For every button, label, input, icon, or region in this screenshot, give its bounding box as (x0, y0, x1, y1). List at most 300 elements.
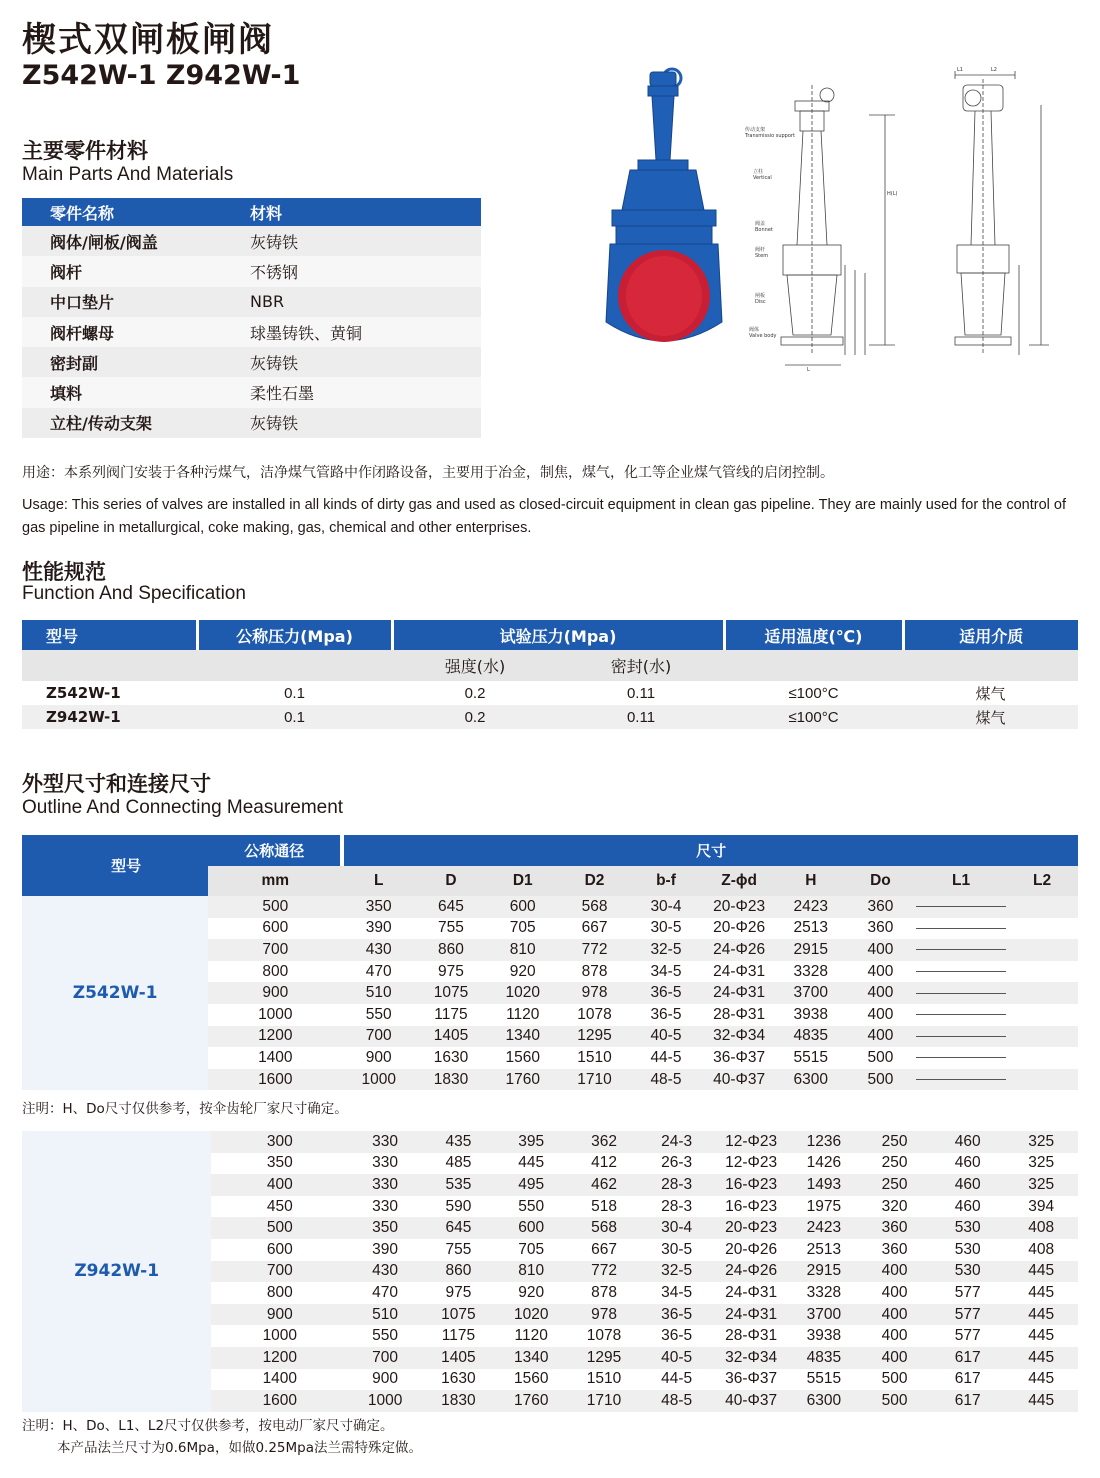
function-section-subtitle: Function And Specification (22, 583, 246, 604)
cell-L2 (1006, 1069, 1078, 1091)
empty-dash (916, 949, 1006, 950)
parts-section-subtitle: Main Parts And Materials (22, 164, 234, 185)
cell-D2: 362 (568, 1131, 641, 1153)
col-zd: Z-ϕd (702, 866, 777, 896)
cell-D2: 1510 (586, 1370, 622, 1388)
cell-Z-ϕd: 20-Φ26 (725, 1240, 778, 1258)
cell-L1 (916, 896, 1006, 918)
cell-mm: 1200 (211, 1347, 348, 1369)
cell-L1: 617 (931, 1347, 1005, 1369)
label-vertical: 立柱 (753, 169, 764, 175)
cell-seal: 0.11 (558, 705, 724, 729)
cell-H: 4835 (789, 1347, 858, 1369)
label-disc-en: Disc (755, 299, 766, 305)
cell-D: 1630 (433, 1048, 469, 1066)
cell-Do: 400 (845, 939, 916, 961)
table-row (22, 681, 1078, 705)
cell-D: 1830 (415, 1069, 487, 1091)
label-support: 传动支架 (745, 127, 766, 133)
cell-Do: 400 (858, 1347, 931, 1369)
cell-mm: 1600 (208, 1069, 342, 1091)
part-name: 填料 (22, 377, 250, 407)
cell-L1 (916, 918, 1006, 940)
cell-D1: 1760 (495, 1390, 568, 1412)
cell-L2 (1006, 1004, 1078, 1026)
cell-D1: 600 (495, 1217, 568, 1239)
cell-L1: 460 (954, 1197, 981, 1215)
label-stem: 阀杆 (755, 247, 766, 253)
cell-b-f: 32-5 (640, 1261, 712, 1283)
cell-L2: 408 (1004, 1217, 1078, 1239)
cell-L: 430 (348, 1261, 422, 1283)
subheader-seal: 密封(水) (558, 650, 724, 681)
col-mm: mm (208, 866, 342, 896)
table-row (22, 317, 481, 347)
cell-D: 975 (445, 1283, 472, 1301)
cell-Z-ϕd: 20-Φ23 (702, 896, 777, 918)
cell-H: 2423 (789, 1217, 858, 1239)
function-table-header (22, 620, 1078, 650)
header-temperature: 适用温度(℃) (724, 620, 903, 650)
cell-L: 550 (365, 1005, 392, 1023)
function-table-subheader (22, 650, 1078, 681)
cell-L1 (916, 961, 1006, 983)
empty-dash (916, 1079, 1006, 1080)
cell-L: 390 (372, 1240, 399, 1258)
cell-D: 485 (445, 1154, 472, 1172)
label-stem-en: Stem (755, 253, 769, 259)
cell-L: 550 (372, 1327, 399, 1345)
cell-Z-ϕd: 20-Φ26 (713, 919, 766, 937)
cell-L: 470 (372, 1283, 399, 1301)
label-bonnet: 阀盖 (755, 221, 766, 227)
cell-Do: 360 (845, 896, 916, 918)
cell-Z-ϕd: 32-Φ34 (713, 1347, 790, 1369)
cell-H: 3938 (793, 1005, 829, 1023)
cell-L1: 577 (954, 1283, 981, 1301)
cell-L2 (1006, 918, 1078, 940)
usage-text-en: Usage: This series of valves are installed in all kinds of dirty gas and used as closed-circuit equipment in clean gas pipeline. They are mainly used for the control of gas pipeline in metallurgical, coke making, gas, chemical and other enterprises. (22, 497, 1067, 536)
cell-Z-ϕd: 36-Φ37 (713, 1048, 766, 1066)
cell-D: 645 (415, 896, 487, 918)
cell-Do: 400 (881, 1327, 908, 1345)
cell-D2: 1295 (568, 1347, 641, 1369)
cell-L1 (916, 1026, 1006, 1048)
cell-mm: 350 (266, 1154, 293, 1172)
cell-mm: 1200 (208, 1026, 342, 1048)
cell-Z-ϕd: 24-Φ26 (702, 939, 777, 961)
outline-section-subtitle: Outline And Connecting Measurement (22, 797, 344, 818)
cell-D1: 1020 (495, 1304, 568, 1326)
cell-mm: 1600 (211, 1390, 348, 1412)
cell-mm: 1400 (262, 1370, 298, 1388)
cell-D: 755 (438, 919, 464, 937)
cell-H: 2423 (777, 896, 845, 918)
cell-mm: 800 (262, 962, 289, 980)
cell-L2: 445 (1004, 1347, 1078, 1369)
cell-Z-ϕd: 24-Φ31 (725, 1283, 778, 1301)
cell-nominal: 0.1 (197, 705, 392, 729)
cell-D: 1630 (441, 1370, 476, 1388)
cell-L: 900 (372, 1370, 399, 1388)
cell-D2: 978 (568, 1304, 641, 1326)
cell-Do: 400 (858, 1304, 931, 1326)
cell-b-f: 28-3 (661, 1197, 693, 1215)
cell-Do: 360 (867, 919, 894, 937)
table-row (22, 347, 481, 377)
cell-L: 350 (348, 1217, 422, 1239)
cell-b-f: 48-5 (630, 1069, 701, 1091)
cell-D2: 568 (568, 1217, 641, 1239)
label-dim-l1: L1 (957, 67, 963, 73)
part-name: 阀杆 (22, 256, 250, 286)
cell-L: 900 (365, 1048, 392, 1066)
cell-Do: 500 (881, 1370, 908, 1388)
cell-D1: 920 (509, 962, 536, 980)
cell-mm: 900 (208, 982, 342, 1004)
cell-D2: 878 (581, 962, 608, 980)
cell-L2: 445 (1028, 1283, 1055, 1301)
label-disc: 闸板 (755, 293, 766, 299)
cell-b-f: 24-3 (640, 1131, 712, 1153)
table-row (22, 226, 481, 256)
function-table (22, 620, 1078, 729)
cell-Do: 320 (881, 1197, 908, 1215)
cell-b-f: 30-5 (650, 919, 682, 937)
cell-temperature: ≤100°C (724, 681, 903, 705)
page-title: 楔式双闸板闸阀 (22, 20, 274, 60)
cell-Z-ϕd: 32-Φ34 (702, 1026, 777, 1048)
cell-H: 5515 (793, 1048, 829, 1066)
cell-medium: 煤气 (903, 705, 1078, 729)
header-medium: 适用介质 (903, 620, 1078, 650)
cell-H: 4835 (777, 1026, 845, 1048)
cell-D1: 395 (495, 1131, 568, 1153)
part-name: 中口垫片 (22, 287, 250, 317)
part-name: 阀体/闸板/阀盖 (22, 226, 250, 256)
cell-L2 (1006, 1047, 1078, 1069)
cell-L1: 460 (931, 1174, 1005, 1196)
usage-text-cn: 用途：本系列阀门安装于各种污煤气，洁净煤气管路中作闭路设备，主要用于冶金，制焦，煤气，化工等企业煤气管线的启闭控制。 (22, 465, 834, 481)
cell-D2: 1078 (586, 1327, 622, 1345)
cell-b-f: 40-5 (630, 1026, 701, 1048)
cell-L: 1000 (342, 1069, 415, 1091)
cell-Do: 400 (867, 1005, 894, 1023)
cell-Do: 360 (858, 1217, 931, 1239)
cell-L1: 530 (931, 1261, 1005, 1283)
cell-Do: 400 (867, 962, 894, 980)
dimension-table-z942 (22, 1131, 1078, 1412)
part-material: 灰铸铁 (250, 226, 481, 256)
cell-L: 330 (372, 1197, 399, 1215)
cell-Do: 400 (881, 1283, 908, 1301)
cell-Do: 400 (845, 982, 916, 1004)
cell-H: 3938 (806, 1327, 842, 1345)
cell-H: 3328 (793, 962, 829, 980)
cell-H: 3328 (806, 1283, 842, 1301)
label-vertical-en: Vertical (753, 175, 772, 181)
cell-H: 6300 (777, 1069, 845, 1091)
table-row (22, 896, 1078, 918)
cell-H: 1236 (789, 1131, 858, 1153)
cell-mm: 1000 (258, 1005, 293, 1023)
cell-Z-ϕd: 24-Φ26 (713, 1261, 790, 1283)
cell-b-f: 34-5 (650, 962, 682, 980)
cell-D: 1830 (422, 1390, 495, 1412)
z542-note: 注明：H、Do尺寸仅供参考，按伞齿轮厂家尺寸确定。 (22, 1101, 348, 1117)
cell-L1: 530 (954, 1240, 981, 1258)
cell-L: 330 (372, 1154, 399, 1172)
cell-b-f: 48-5 (640, 1390, 712, 1412)
parts-table (22, 198, 481, 438)
cell-D2: 1510 (577, 1048, 612, 1066)
part-material: NBR (250, 287, 481, 317)
cell-D2: 1078 (577, 1005, 612, 1023)
cell-L1: 577 (931, 1304, 1005, 1326)
cell-H: 3700 (777, 982, 845, 1004)
cell-L1: 530 (931, 1217, 1005, 1239)
header-model: 型号 (22, 620, 197, 650)
cell-mm: 1000 (262, 1327, 298, 1345)
cell-Z-ϕd: 12-Φ23 (713, 1131, 790, 1153)
cell-H: 1426 (806, 1154, 842, 1172)
cell-D: 435 (422, 1131, 495, 1153)
cell-Z-ϕd: 24-Φ31 (702, 982, 777, 1004)
table-row (22, 1131, 1078, 1153)
cell-H: 5515 (806, 1370, 842, 1388)
cell-L: 390 (365, 919, 392, 937)
empty-dash (916, 993, 1006, 994)
col-do: Do (845, 866, 916, 896)
part-material: 不锈钢 (250, 256, 481, 286)
cell-D2: 568 (559, 896, 631, 918)
cell-Z-ϕd: 16-Φ23 (713, 1174, 790, 1196)
cell-D: 1405 (415, 1026, 487, 1048)
cell-D: 1175 (434, 1005, 468, 1023)
cell-L2: 445 (1004, 1304, 1078, 1326)
cell-mm: 400 (211, 1174, 348, 1196)
label-dim-l2: L2 (991, 67, 997, 73)
cell-L: 1000 (348, 1390, 422, 1412)
part-material: 柔性石墨 (250, 377, 481, 407)
cell-mm: 450 (266, 1197, 293, 1215)
cell-L2: 445 (1004, 1390, 1078, 1412)
cell-D2: 878 (591, 1283, 617, 1301)
z942-note-1: 注明：H、Do、L1、L2尺寸仅供参考，按电动厂家尺寸确定。 (22, 1418, 394, 1434)
cell-H: 2513 (793, 919, 829, 937)
part-material: 灰铸铁 (250, 408, 481, 438)
label-bonnet-en: Bonnet (755, 227, 773, 233)
label-support-en: Transmissio support (745, 133, 795, 139)
empty-dash (916, 1057, 1006, 1058)
parts-section-title: 主要零件材料 (22, 139, 148, 163)
cell-b-f: 30-4 (640, 1217, 712, 1239)
part-name: 阀杆螺母 (22, 317, 250, 347)
cell-medium: 煤气 (903, 681, 1078, 705)
cell-L1 (916, 939, 1006, 961)
cell-b-f: 30-5 (661, 1240, 693, 1258)
cell-Z-ϕd: 20-Φ23 (713, 1217, 790, 1239)
cell-D1: 705 (509, 919, 536, 937)
dimension-table-z542 (22, 835, 1078, 1090)
cell-D: 1175 (441, 1327, 476, 1345)
subheader-strength: 强度(水) (392, 650, 558, 681)
cell-Z-ϕd: 40-Φ37 (702, 1069, 777, 1091)
cell-D: 755 (445, 1240, 472, 1258)
cell-D1: 445 (518, 1154, 545, 1172)
header-material: 材料 (250, 198, 481, 226)
empty-dash (916, 906, 1006, 907)
table-row (22, 287, 481, 317)
cell-Do: 250 (881, 1154, 908, 1172)
cell-H: 3700 (789, 1304, 858, 1326)
cell-L1: 460 (931, 1131, 1005, 1153)
cell-D1: 1560 (505, 1048, 540, 1066)
table-row (22, 377, 481, 407)
table-row (22, 705, 1078, 729)
cell-D1: 1120 (514, 1327, 548, 1345)
label-body: 阀体 (749, 327, 760, 333)
cell-D: 590 (445, 1197, 472, 1215)
part-material: 球墨铸铁、黄铜 (250, 317, 481, 347)
label-body-en: Valve body (749, 333, 777, 339)
cell-D1: 1340 (487, 1026, 559, 1048)
cell-L: 700 (342, 1026, 415, 1048)
header-nominal: 公称通径 (208, 835, 342, 866)
col-d: D (415, 866, 487, 896)
cell-D: 1075 (422, 1304, 495, 1326)
cell-L1: 617 (954, 1370, 981, 1388)
cell-mm: 1400 (258, 1048, 293, 1066)
cell-L2: 325 (1004, 1131, 1078, 1153)
cell-L: 470 (365, 962, 392, 980)
dims-header-row-1 (22, 835, 1078, 866)
cell-Z-ϕd: 28-Φ31 (725, 1327, 778, 1345)
outline-section-title: 外型尺寸和连接尺寸 (22, 772, 211, 796)
cell-D2: 978 (559, 982, 631, 1004)
label-dim-l: L (807, 367, 810, 373)
cell-D2: 667 (581, 919, 608, 937)
cell-D2: 412 (591, 1154, 617, 1172)
col-h: H (777, 866, 845, 896)
empty-dash (916, 928, 1006, 929)
cell-Do: 400 (845, 1026, 916, 1048)
table-row (22, 256, 481, 286)
cell-D: 1075 (415, 982, 487, 1004)
cell-H: 1493 (789, 1174, 858, 1196)
parts-table-header (22, 198, 481, 226)
header-part-name: 零件名称 (22, 198, 250, 226)
cell-L: 430 (342, 939, 415, 961)
cell-Do: 400 (858, 1261, 931, 1283)
cell-D2: 772 (568, 1261, 641, 1283)
cell-L2: 325 (1028, 1154, 1055, 1172)
part-material: 灰铸铁 (250, 347, 481, 377)
cell-Z-ϕd: 40-Φ37 (713, 1390, 790, 1412)
cell-D: 1405 (422, 1347, 495, 1369)
cell-Z-ϕd: 12-Φ23 (725, 1154, 778, 1172)
cell-Z-ϕd: 16-Φ23 (725, 1197, 778, 1215)
cell-H: 2513 (806, 1240, 842, 1258)
cell-L: 510 (348, 1304, 422, 1326)
table-row (22, 408, 481, 438)
cell-L2 (1006, 1026, 1078, 1048)
cell-b-f: 36-5 (630, 982, 701, 1004)
cell-b-f: 44-5 (650, 1048, 682, 1066)
z942-note-2: 本产品法兰尺寸为0.6Mpa，如做0.25Mpa法兰需特殊定做。 (57, 1440, 423, 1456)
header-test-pressure: 试验压力(Mpa) (392, 620, 724, 650)
cell-b-f: 36-5 (640, 1304, 712, 1326)
cell-temperature: ≤100°C (724, 705, 903, 729)
cell-mm: 300 (211, 1131, 348, 1153)
empty-dash (916, 1014, 1006, 1015)
cell-Do: 250 (858, 1131, 931, 1153)
cell-mm: 500 (208, 896, 342, 918)
cell-Do: 500 (845, 1069, 916, 1091)
cell-Do: 250 (858, 1174, 931, 1196)
col-l1: L1 (916, 866, 1006, 896)
model-cell: Z942W-1 (22, 1131, 211, 1412)
cell-Z-ϕd: 28-Φ31 (713, 1005, 766, 1023)
cell-L2: 325 (1004, 1174, 1078, 1196)
cell-D1: 1340 (495, 1347, 568, 1369)
cell-L2 (1006, 961, 1078, 983)
cell-mm: 700 (211, 1261, 348, 1283)
cell-D: 860 (415, 939, 487, 961)
cell-D1: 600 (487, 896, 559, 918)
cell-mm: 500 (211, 1217, 348, 1239)
cell-L2 (1006, 896, 1078, 918)
cell-model: Z542W-1 (22, 681, 197, 705)
cell-L1 (916, 982, 1006, 1004)
cell-b-f: 44-5 (661, 1370, 693, 1388)
cell-L: 330 (348, 1131, 422, 1153)
model-subtitle: Z542W-1 Z942W-1 (22, 60, 301, 91)
cell-strength: 0.2 (392, 705, 558, 729)
cell-L2: 394 (1028, 1197, 1055, 1215)
cell-Z-ϕd: 24-Φ31 (713, 1304, 790, 1326)
part-name: 立柱/传动支架 (22, 408, 250, 438)
technical-drawing-1 (745, 65, 905, 375)
cell-D: 535 (422, 1174, 495, 1196)
cell-strength: 0.2 (392, 681, 558, 705)
cell-L1 (916, 1004, 1006, 1026)
cell-b-f: 36-5 (661, 1327, 693, 1345)
cell-L: 330 (348, 1174, 422, 1196)
empty-dash (916, 1036, 1006, 1037)
cell-D2: 462 (568, 1174, 641, 1196)
cell-mm: 900 (211, 1304, 348, 1326)
cell-D1: 1020 (487, 982, 559, 1004)
cell-D2: 518 (591, 1197, 617, 1215)
function-section-title: 性能规范 (22, 560, 106, 584)
cell-D2: 667 (591, 1240, 617, 1258)
cell-D1: 1760 (487, 1069, 559, 1091)
cell-D1: 810 (495, 1261, 568, 1283)
cell-L1 (916, 1047, 1006, 1069)
cell-Z-ϕd: 24-Φ31 (713, 962, 766, 980)
cell-Z-ϕd: 36-Φ37 (725, 1370, 778, 1388)
label-dim-h: H(L) (887, 191, 898, 197)
cell-H: 6300 (789, 1390, 858, 1412)
cell-model: Z942W-1 (22, 705, 197, 729)
cell-D1: 495 (495, 1174, 568, 1196)
cell-L2: 408 (1028, 1240, 1055, 1258)
cell-seal: 0.11 (558, 681, 724, 705)
cell-D1: 550 (518, 1197, 545, 1215)
cell-H: 1975 (806, 1197, 842, 1215)
cell-mm: 600 (262, 919, 289, 937)
